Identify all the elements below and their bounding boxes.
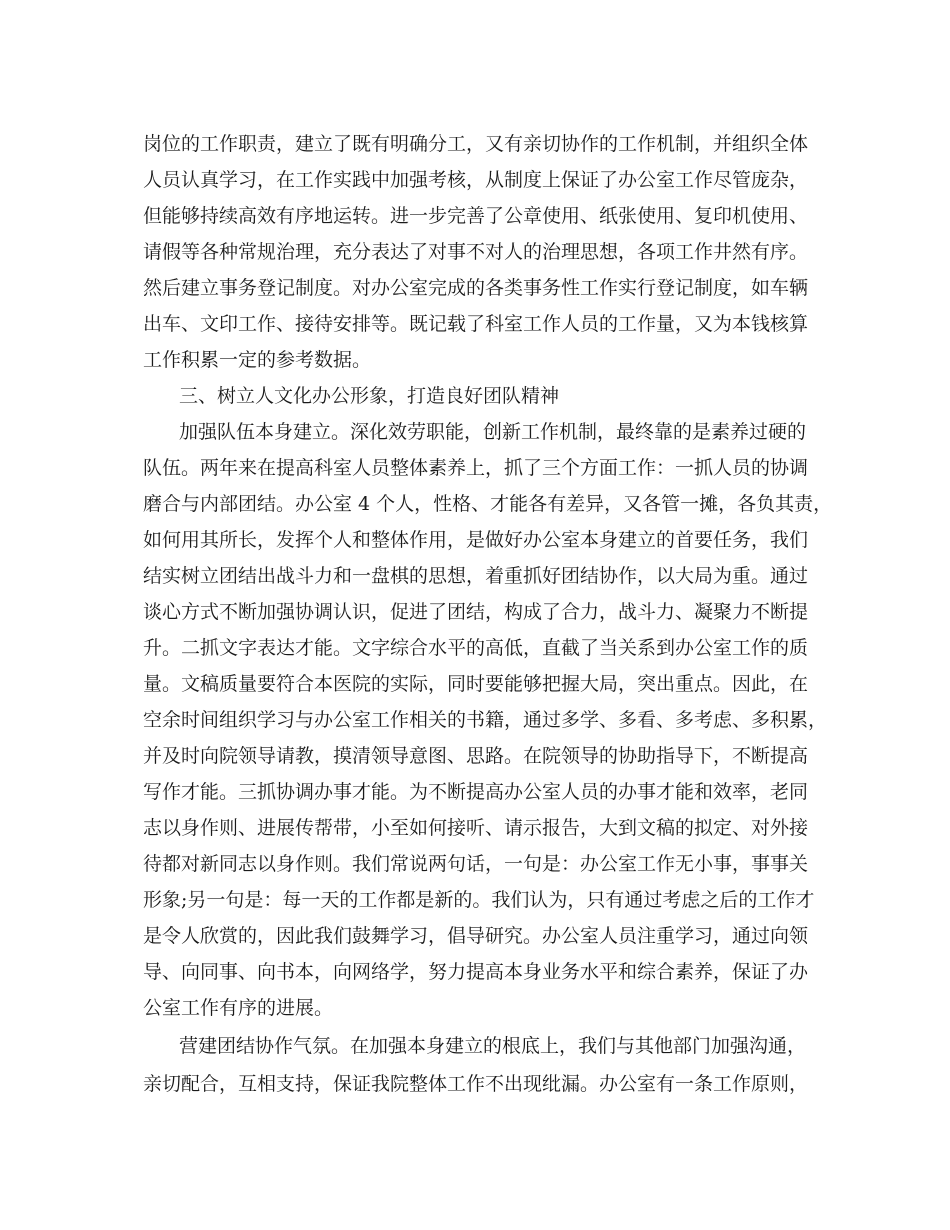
text-line: 亲切配合，互相支持，保证我院整体工作不出现纰漏。办公室有一条工作原则， <box>143 1073 809 1095</box>
text-line: 工作积累一定的参考数据。 <box>143 349 372 371</box>
text-line: 加强队伍本身建立。深化效劳职能，创新工作机制，最终靠的是素养过硬的 <box>179 421 807 443</box>
text-line: 写作才能。三抓协调办事才能。为不断提高办公室人员的办事才能和效率，老同 <box>143 781 809 803</box>
text-line: 志以身作则、进展传帮带，小至如何接听、请示报告，大到文稿的拟定、对外接 <box>143 817 809 839</box>
section-heading: 三、树立人文化办公形象，打造良好团队精神 <box>179 385 560 407</box>
text-line: 队伍。两年来在提高科室人员整体素养上，抓了三个方面工作：一抓人员的协调 <box>143 457 809 479</box>
text-line: 出车、文印工作、接待安排等。既记载了科室工作人员的工作量，又为本钱核算 <box>143 313 809 335</box>
text-line: 但能够持续高效有序地运转。进一步完善了公章使用、纸张使用、复印机使用、 <box>143 205 809 227</box>
text-line: 待都对新同志以身作则。我们常说两句话，一句是：办公室工作无小事，事事关 <box>143 853 809 875</box>
text-line: 然后建立事务登记制度。对办公室完成的各类事务性工作实行登记制度，如车辆 <box>143 277 809 299</box>
text-line: 谈心方式不断加强协调认识，促进了团结，构成了合力，战斗力、凝聚力不断提 <box>143 601 809 623</box>
text-line: 结实树立团结出战斗力和一盘棋的思想，着重抓好团结协作，以大局为重。通过 <box>143 565 809 587</box>
text-line: 人员认真学习，在工作实践中加强考核，从制度上保证了办公室工作尽管庞杂， <box>143 169 809 191</box>
text-line: 空余时间组织学习与办公室工作相关的书籍，通过多学、多看、多考虑、多积累， <box>143 709 828 731</box>
text-line: 量。文稿质量要符合本医院的实际，同时要能够把握大局，突出重点。因此，在 <box>143 673 809 695</box>
text-line: 导、向同事、向书本，向网络学，努力提高本身业务水平和综合素养，保证了办 <box>143 961 809 983</box>
text-line: 磨合与内部团结。办公室 4 个人，性格、才能各有差异，又各管一摊，各负其责， <box>143 493 833 515</box>
text-line: 并及时向院领导请教，摸清领导意图、思路。在院领导的协助指导下，不断提高 <box>143 745 809 767</box>
text-line: 升。二抓文字表达才能。文字综合水平的高低，直截了当关系到办公室工作的质 <box>143 637 809 659</box>
text-line: 如何用其所长，发挥个人和整体作用，是做好办公室本身建立的首要任务，我们 <box>143 529 809 551</box>
text-line: 是令人欣赏的，因此我们鼓舞学习，倡导研究。办公室人员注重学习，通过向领 <box>143 925 809 947</box>
text-line: 请假等各种常规治理，充分表达了对事不对人的治理思想，各项工作井然有序。 <box>143 241 809 263</box>
text-line: 公室工作有序的进展。 <box>143 997 334 1019</box>
text-line: 岗位的工作职责，建立了既有明确分工，又有亲切协作的工作机制，并组织全体 <box>143 133 809 155</box>
text-line: 营建团结协作气氛。在加强本身建立的根底上，我们与其他部门加强沟通， <box>179 1035 807 1057</box>
text-line: 形象;另一句是：每一天的工作都是新的。我们认为，只有通过考虑之后的工作才 <box>143 889 815 911</box>
